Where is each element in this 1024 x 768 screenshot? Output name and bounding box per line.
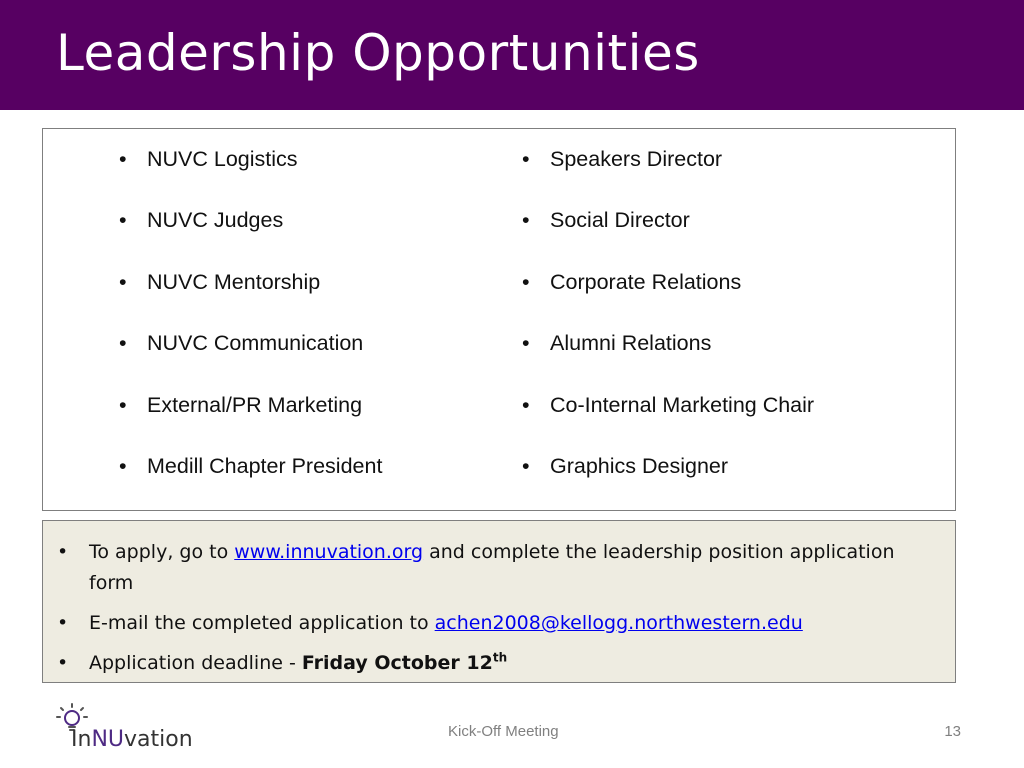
apply-prefix: To apply, go to	[89, 541, 235, 563]
role-item	[119, 208, 382, 269]
bullet-icon: •	[57, 652, 69, 674]
logo-part-in: In	[71, 727, 92, 752]
roles-list-left	[119, 147, 382, 515]
role-item	[522, 147, 814, 208]
deadline-superscript: th	[492, 650, 508, 665]
bullet-icon: •	[522, 392, 530, 417]
deadline-prefix: Application deadline -	[89, 652, 302, 674]
role-label: NUVC Communication	[147, 331, 364, 356]
role-item	[119, 393, 382, 454]
role-item	[119, 270, 382, 331]
role-item	[522, 393, 814, 454]
bullet-icon: •	[119, 147, 127, 171]
role-label: NUVC Judges	[147, 208, 284, 233]
email-prefix: E-mail the completed application to	[89, 612, 435, 634]
logo-part-nu: NU	[91, 727, 124, 752]
role-item	[522, 331, 814, 392]
bullet-icon: •	[119, 331, 127, 356]
apply-instruction	[57, 537, 917, 599]
bullet-icon: •	[119, 208, 127, 233]
page-number: 13	[944, 723, 961, 740]
role-item	[119, 331, 382, 392]
deadline-date	[302, 652, 507, 674]
role-label: Speakers Director	[550, 147, 723, 171]
apply-suffix: and complete the leadership position application form	[89, 541, 895, 594]
role-label: Co-Internal Marketing Chair	[550, 392, 815, 417]
innuvation-logo	[52, 703, 222, 753]
email-instruction	[57, 608, 917, 639]
logo-wordmark	[71, 727, 193, 752]
role-label: External/PR Marketing	[147, 392, 363, 417]
bullet-icon: •	[522, 269, 530, 294]
role-item	[119, 454, 382, 515]
role-item	[522, 208, 814, 269]
bullet-icon: •	[119, 453, 127, 478]
deadline-value: Friday October 12	[301, 652, 493, 674]
role-label: Corporate Relations	[550, 269, 742, 294]
bullet-icon: •	[522, 208, 530, 233]
bullet-icon: •	[522, 453, 530, 478]
bullet-icon: •	[57, 541, 69, 563]
roles-list-right	[522, 147, 814, 515]
role-label: Graphics Designer	[550, 453, 729, 478]
bullet-icon: •	[119, 392, 127, 417]
role-item	[522, 454, 814, 515]
role-label: NUVC Mentorship	[147, 269, 321, 294]
role-item	[522, 270, 814, 331]
bullet-icon: •	[119, 269, 127, 294]
role-item	[119, 147, 382, 208]
role-label: Medill Chapter President	[147, 453, 383, 478]
title-bar	[0, 0, 1024, 110]
innuvation-website-link[interactable]: www.innuvation.org	[234, 541, 424, 563]
roles-box	[42, 128, 956, 511]
email-link[interactable]: achen2008@kellogg.northwestern.edu	[434, 612, 803, 634]
role-label: Alumni Relations	[550, 331, 712, 356]
role-label: Social Director	[550, 208, 690, 233]
footer-label: Kick-Off Meeting	[448, 723, 559, 740]
logo-part-vation: vation	[124, 727, 193, 752]
bullet-icon: •	[57, 612, 69, 634]
role-label: NUVC Logistics	[147, 147, 298, 171]
slide-title: Leadership Opportunities	[56, 24, 700, 82]
bullet-icon: •	[522, 331, 530, 356]
bullet-icon: •	[522, 147, 530, 171]
application-info-box	[42, 520, 956, 683]
application-info-list	[57, 537, 917, 688]
deadline-instruction	[57, 648, 917, 679]
